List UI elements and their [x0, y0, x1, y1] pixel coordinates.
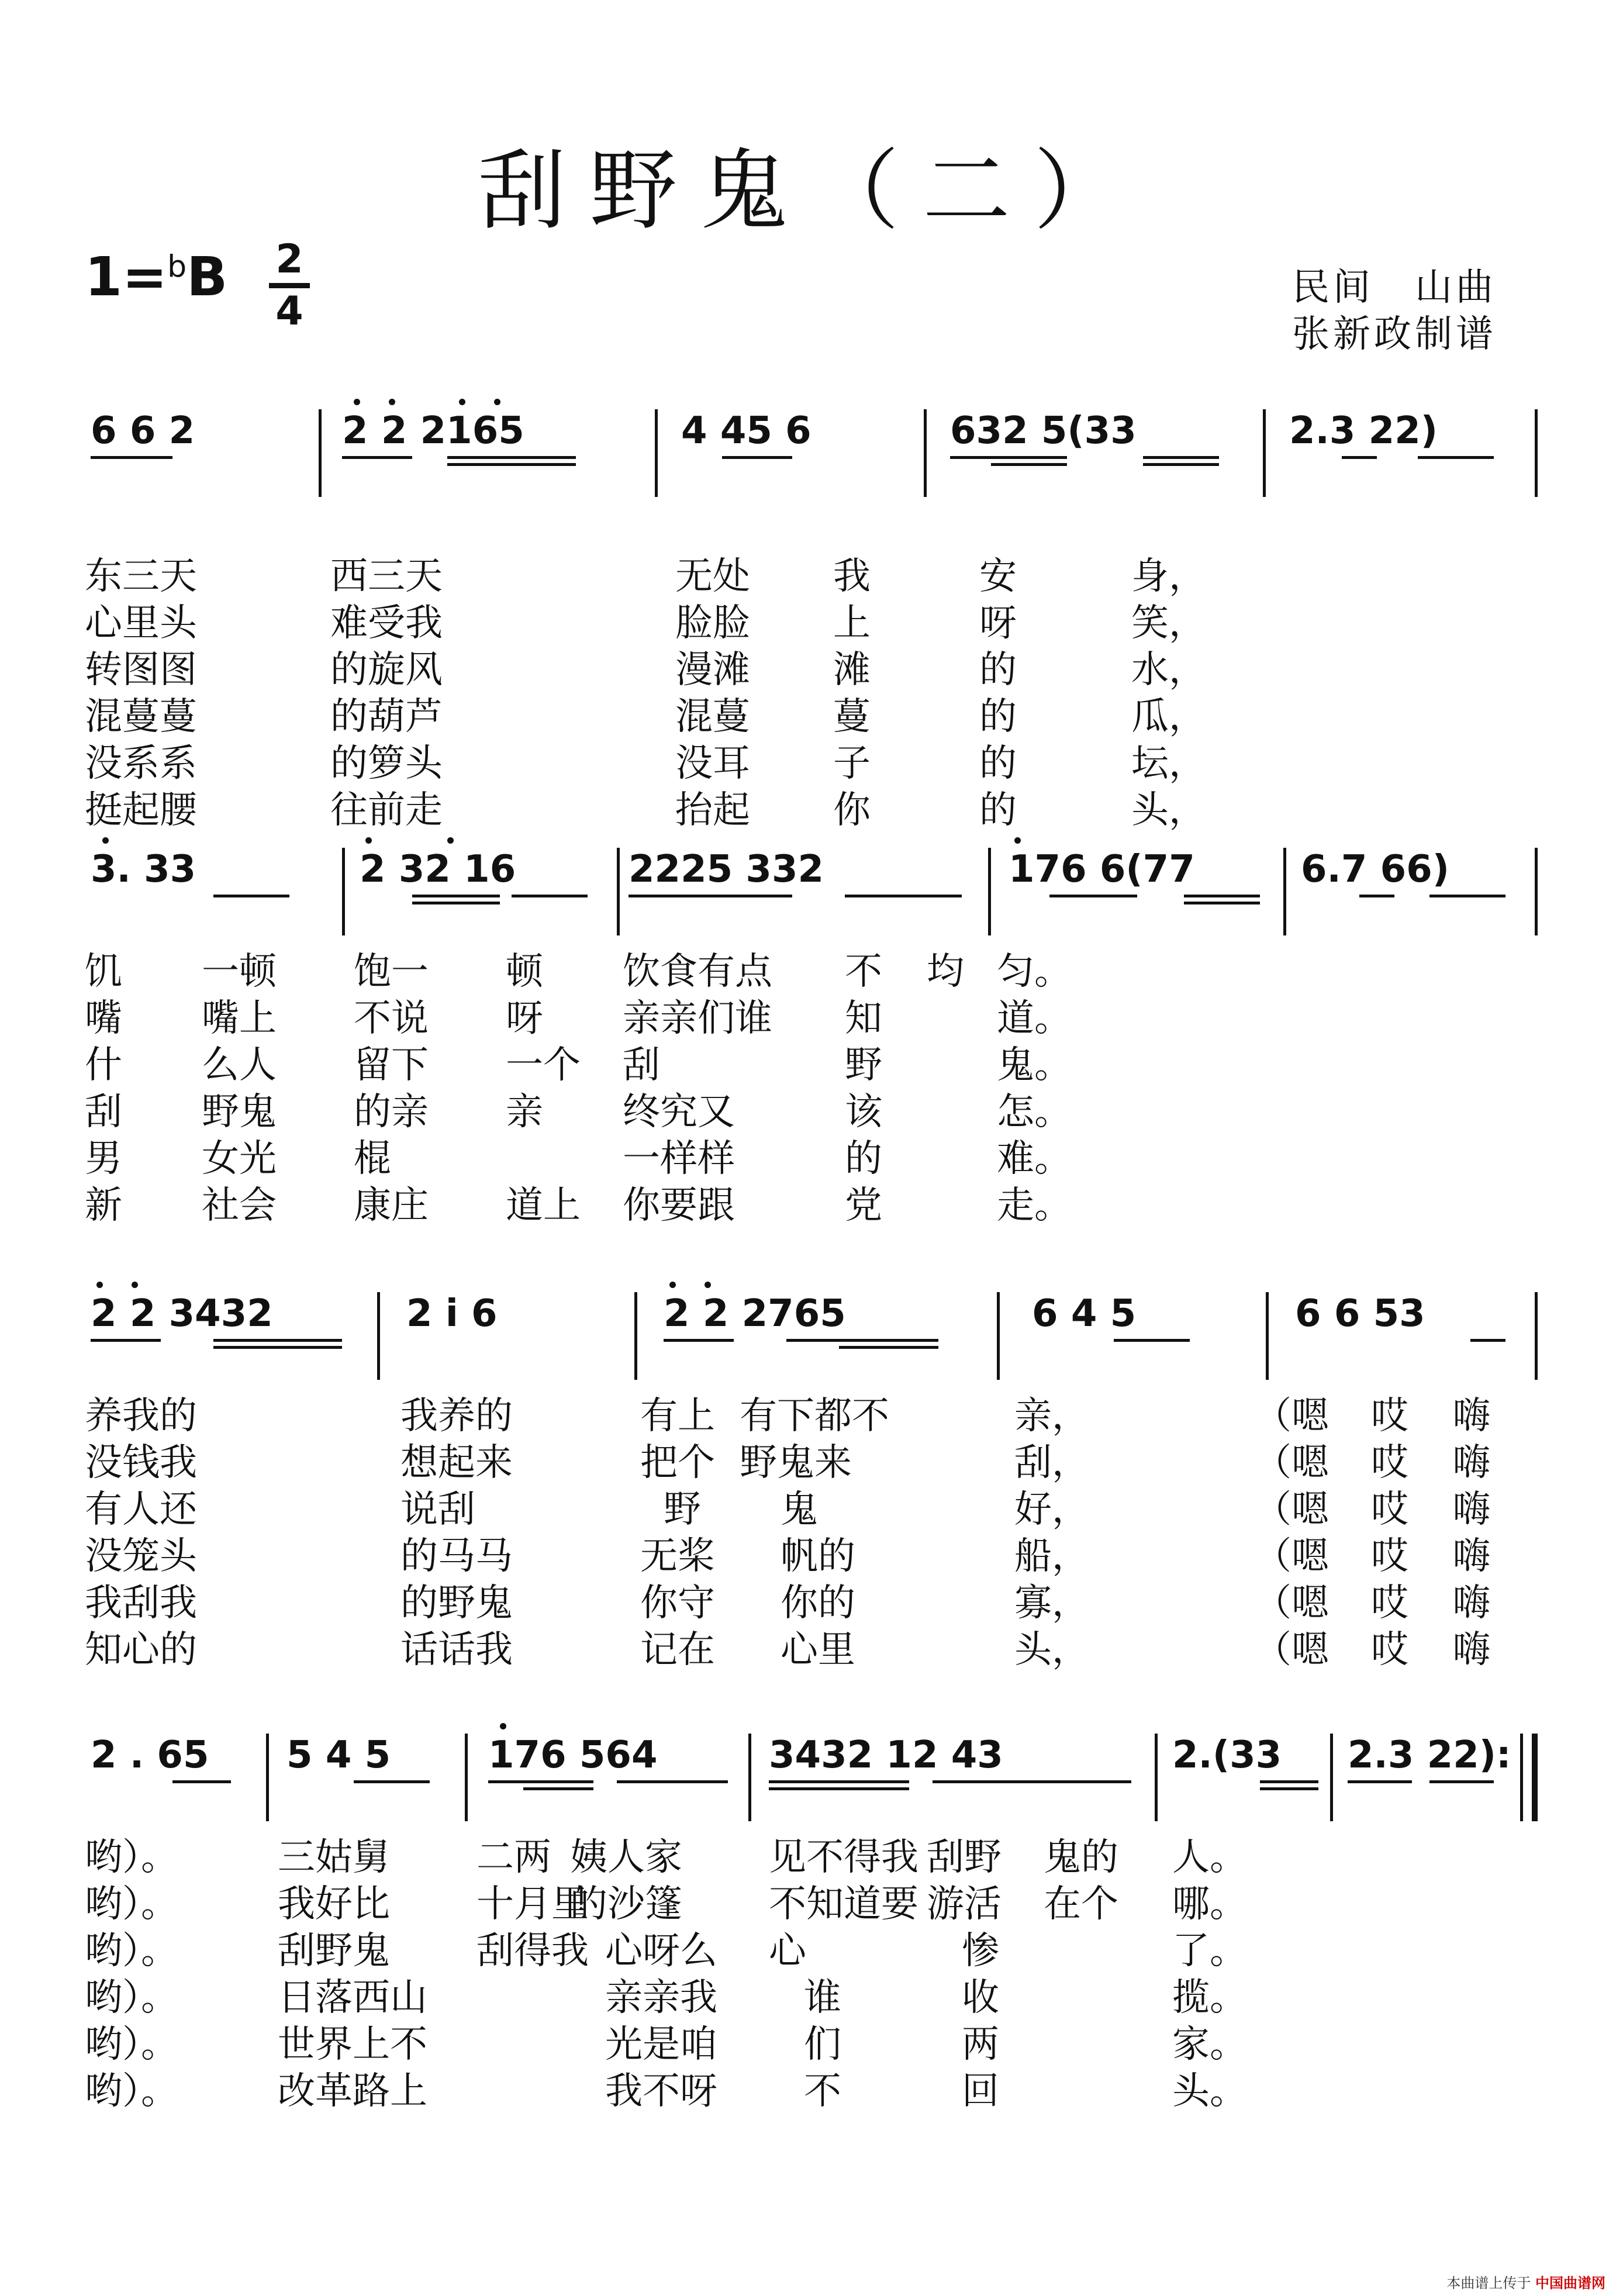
credit-genre: 民间 山曲 — [1292, 266, 1497, 309]
measure-3-notes: 2 2 2765 — [664, 1292, 846, 1335]
lyric-syllable: 揽。 — [1172, 1976, 1247, 2019]
lyric-syllable: 把个 — [640, 1441, 715, 1484]
lyric-syllable: 你守 — [640, 1582, 715, 1625]
lyric-syllable: 嗨 — [1453, 1394, 1490, 1438]
barline — [997, 1292, 1000, 1380]
time-signature: 2 4 — [269, 240, 310, 332]
beam-underline — [1143, 456, 1219, 459]
lyric-syllable: 没系系 — [85, 742, 197, 785]
lyric-syllable: 船， — [1014, 1535, 1089, 1578]
octave-dot — [102, 837, 109, 844]
octave-dot — [354, 399, 360, 405]
measure-3-notes: 4 45 6 — [681, 409, 811, 453]
lyric-syllable: 道。 — [997, 997, 1072, 1040]
lyric-syllable: 匀。 — [997, 950, 1072, 993]
lyric-syllable: 嗨 — [1453, 1488, 1490, 1531]
beam-underline — [617, 1780, 728, 1783]
beam-underline — [1348, 1780, 1412, 1783]
barline — [655, 409, 658, 497]
barline — [988, 848, 991, 935]
footer-text: 本曲谱上传于 — [1446, 2275, 1531, 2291]
lyric-syllable: 鬼。 — [997, 1044, 1072, 1087]
measure-1-notes: 2 2 3432 — [91, 1292, 273, 1335]
lyric-syllable: 滩 — [833, 648, 871, 692]
octave-dot — [389, 399, 395, 405]
lyric-syllable: 难。 — [997, 1137, 1072, 1180]
lyric-syllable: 不 — [804, 2070, 841, 2113]
lyric-syllable: 亲亲们谁 — [623, 997, 772, 1040]
lyric-syllable: 的 — [979, 695, 1017, 738]
barline — [465, 1734, 468, 1821]
beam-underline — [769, 1780, 909, 1783]
lyric-syllable: 一顿 — [202, 950, 277, 993]
lyric-syllable: （嗯 — [1254, 1582, 1329, 1625]
lyric-syllable: 你要跟 — [623, 1184, 735, 1227]
lyric-syllable: 的马马 — [400, 1535, 513, 1578]
beam-underline — [91, 456, 172, 459]
lyric-syllable: 什 — [85, 1044, 122, 1087]
lyric-syllable: 野 — [845, 1044, 882, 1087]
beam-underline — [1260, 1787, 1318, 1790]
measure-2-notes: 2 i 6 — [406, 1292, 498, 1335]
beam-underline — [1260, 1780, 1318, 1783]
lyric-syllable: 留下 — [354, 1044, 429, 1087]
lyric-syllable: 上 — [833, 602, 871, 645]
lyric-syllable: 知心的 — [85, 1628, 197, 1672]
lyric-syllable: 哎 — [1371, 1394, 1408, 1438]
lyric-syllable: 哟）。 — [85, 1976, 178, 2019]
lyric-syllable: 心里头 — [85, 602, 197, 645]
lyric-syllable: 了。 — [1172, 1929, 1247, 1973]
octave-dot — [132, 1282, 138, 1288]
barline — [319, 409, 322, 497]
lyric-syllable: 记在 — [640, 1628, 715, 1672]
measure-2-notes: 5 4 5 — [286, 1734, 391, 1777]
lyric-syllable: 好， — [1014, 1488, 1089, 1531]
lyric-syllable: 该 — [845, 1090, 882, 1134]
lyric-syllable: 坛， — [1131, 742, 1206, 785]
lyric-syllable: 混蔓 — [675, 695, 750, 738]
lyric-syllable: 饮食有点 — [623, 950, 772, 993]
barline — [1532, 1734, 1538, 1821]
beam-underline — [172, 1780, 231, 1783]
beam-underline — [213, 1339, 342, 1342]
lyric-syllable: 哟）。 — [85, 1929, 178, 1973]
beam-underline — [991, 463, 1067, 466]
lyric-syllable: 话话我 — [400, 1628, 513, 1672]
beam-underline — [447, 456, 576, 459]
lyric-syllable: 党 — [845, 1184, 882, 1227]
measure-1-notes: 6 6 2 — [91, 409, 195, 453]
lyric-syllable: 亲亲我 — [605, 1976, 717, 2019]
lyric-syllable: 亲， — [1014, 1394, 1089, 1438]
barline — [377, 1292, 380, 1380]
lyric-syllable: 刮 — [85, 1090, 122, 1134]
beam-underline — [342, 456, 412, 459]
barline — [266, 1734, 269, 1821]
beam-underline — [213, 895, 289, 897]
lyric-syllable: 漫滩 — [675, 648, 750, 692]
lyric-syllable: 蔓 — [833, 695, 871, 738]
lyric-syllable: 身， — [1131, 555, 1206, 598]
lyric-syllable: （嗯 — [1254, 1441, 1329, 1484]
lyric-syllable: 饱一 — [354, 950, 429, 993]
lyric-syllable: 哎 — [1371, 1441, 1408, 1484]
barline — [924, 409, 927, 497]
lyric-syllable: 没钱我 — [85, 1441, 197, 1484]
lyric-syllable: 我养的 — [400, 1394, 513, 1438]
beam-underline — [213, 1346, 342, 1349]
lyric-syllable: 的箩头 — [330, 742, 443, 785]
lyric-syllable: 康庄 — [354, 1184, 429, 1227]
lyric-syllable: 心 — [769, 1929, 806, 1973]
beam-underline — [1418, 456, 1494, 459]
octave-dot — [494, 399, 500, 405]
lyric-syllable: 棍 — [354, 1137, 391, 1180]
lyric-syllable: （嗯 — [1254, 1488, 1329, 1531]
credit-arranger: 张新政制谱 — [1292, 313, 1497, 356]
lyric-syllable: （嗯 — [1254, 1628, 1329, 1672]
lyric-syllable: 新 — [85, 1184, 122, 1227]
barline — [1283, 848, 1286, 935]
measure-1-notes: 3. 33 — [91, 848, 196, 891]
lyric-syllable: 西三天 — [330, 555, 443, 598]
barline — [748, 1734, 751, 1821]
lyric-syllable: 养我的 — [85, 1394, 197, 1438]
lyric-syllable: 的亲 — [354, 1090, 429, 1134]
measure-5-notes: 6 6 53 — [1295, 1292, 1425, 1335]
lyric-syllable: 我好比 — [278, 1883, 390, 1926]
beam-underline — [91, 1339, 161, 1342]
lyric-syllable: 心里 — [781, 1628, 855, 1672]
lyric-syllable: 一个 — [506, 1044, 581, 1087]
lyric-syllable: 的 — [979, 648, 1017, 692]
lyric-syllable: 有上 — [640, 1394, 715, 1438]
lyric-syllable: 刮野 — [927, 1836, 1002, 1879]
lyric-syllable: 知 — [845, 997, 882, 1040]
lyric-syllable: 东三天 — [85, 555, 197, 598]
barline — [1535, 1292, 1538, 1380]
lyric-syllable: 两 — [962, 2023, 999, 2066]
lyric-syllable: 呀 — [506, 997, 543, 1040]
octave-dot — [447, 837, 454, 844]
lyric-syllable: 哟）。 — [85, 1883, 178, 1926]
lyric-syllable: 社会 — [202, 1184, 277, 1227]
beam-underline — [933, 1780, 1131, 1783]
lyric-syllable: （嗯 — [1254, 1394, 1329, 1438]
octave-dot — [459, 399, 465, 405]
lyric-syllable: 难受我 — [330, 602, 443, 645]
beam-underline — [1470, 1339, 1505, 1342]
beam-underline — [1114, 1339, 1190, 1342]
lyric-syllable: 哎 — [1371, 1582, 1408, 1625]
lyric-syllable: 哎 — [1371, 1628, 1408, 1672]
lyric-syllable: 没笼头 — [85, 1535, 197, 1578]
lyric-syllable: 鬼的 — [1044, 1836, 1118, 1879]
lyric-syllable: 走。 — [997, 1184, 1072, 1227]
key-signature: 1=$^b$B — [85, 246, 228, 308]
lyric-syllable: 没耳 — [675, 742, 750, 785]
lyric-syllable: 心呀么 — [605, 1929, 717, 1973]
lyric-syllable: 均 — [927, 950, 964, 993]
lyric-syllable: 的葫芦 — [330, 695, 443, 738]
staff — [85, 1292, 1538, 1380]
lyric-syllable: 刮， — [1014, 1441, 1089, 1484]
lyric-syllable: 脸脸 — [675, 602, 750, 645]
lyric-syllable: 收 — [962, 1976, 999, 2019]
octave-dot — [365, 837, 372, 844]
measure-4-notes: 632 5(33 — [950, 409, 1137, 453]
lyric-syllable: 男 — [85, 1137, 122, 1180]
beam-underline — [1429, 1780, 1494, 1783]
measure-4-notes: 176 6(77 — [1009, 848, 1195, 891]
lyric-syllable: 头， — [1014, 1628, 1089, 1672]
beam-underline — [1429, 895, 1505, 897]
lyric-syllable: 哎 — [1371, 1488, 1408, 1531]
lyric-syllable: 的 — [979, 742, 1017, 785]
octave-dot — [705, 1282, 711, 1288]
lyric-syllable: 不 — [845, 950, 882, 993]
lyric-syllable: 游活 — [927, 1883, 1002, 1926]
lyric-syllable: 刮 — [623, 1044, 660, 1087]
octave-dot — [669, 1282, 676, 1288]
lyric-syllable: 惨 — [962, 1929, 999, 1973]
lyric-syllable: 你 — [833, 789, 871, 832]
lyric-syllable: 哟）。 — [85, 1836, 178, 1879]
footer-site-logo[interactable]: 中国曲谱网 — [1535, 2275, 1605, 2291]
score-title: 刮野鬼（二） — [478, 140, 1145, 242]
lyric-syllable: 头， — [1131, 789, 1206, 832]
beam-underline — [1143, 463, 1219, 466]
lyric-syllable: 鬼 — [781, 1488, 818, 1531]
lyric-syllable: 回 — [962, 2070, 999, 2113]
lyric-syllable: 野鬼来 — [740, 1441, 852, 1484]
lyric-syllable: 刮野鬼 — [278, 1929, 390, 1973]
beam-underline — [488, 1780, 593, 1783]
lyric-syllable: 水， — [1131, 648, 1206, 692]
lyric-syllable: 的沙篷 — [570, 1883, 682, 1926]
lyric-syllable: 终究又 — [623, 1090, 735, 1134]
octave-dot — [96, 1282, 103, 1288]
lyric-syllable: 寡， — [1014, 1582, 1089, 1625]
lyric-syllable: 往前走 — [330, 789, 443, 832]
lyric-syllable: 安 — [979, 555, 1017, 598]
staff — [85, 848, 1538, 935]
beam-underline — [512, 895, 588, 897]
lyric-syllable: 帆的 — [781, 1535, 855, 1578]
beam-underline — [1342, 456, 1377, 459]
barline — [1330, 1734, 1333, 1821]
lyric-syllable: 挺起腰 — [85, 789, 197, 832]
beam-underline — [354, 1780, 430, 1783]
measure-5-notes: 2.3 22) — [1289, 409, 1438, 453]
barline — [634, 1292, 637, 1380]
staff — [85, 1734, 1538, 1821]
lyric-syllable: （嗯 — [1254, 1535, 1329, 1578]
lyric-syllable: 转图图 — [85, 648, 197, 692]
lyric-syllable: 们 — [804, 2023, 841, 2066]
lyric-syllable: 女光 — [202, 1137, 277, 1180]
lyric-syllable: 人。 — [1172, 1836, 1247, 1879]
lyric-syllable: 无处 — [675, 555, 750, 598]
lyric-syllable: 十月里 — [476, 1883, 589, 1926]
measure-2-notes: 2 32 16 — [360, 848, 516, 891]
lyric-syllable: 三姑舅 — [278, 1836, 390, 1879]
lyric-syllable: 你的 — [781, 1582, 855, 1625]
lyric-syllable: 怎。 — [997, 1090, 1072, 1134]
beam-underline — [412, 902, 500, 904]
lyric-syllable: 头。 — [1172, 2070, 1247, 2113]
lyric-syllable: 我 — [833, 555, 871, 598]
beam-underline — [629, 895, 792, 897]
lyric-syllable: 不知道要 — [769, 1883, 918, 1926]
barline — [1266, 1292, 1269, 1380]
lyric-syllable: 嘴上 — [202, 997, 277, 1040]
barline — [1263, 409, 1266, 497]
beam-underline — [1184, 895, 1260, 897]
lyric-syllable: 嗨 — [1453, 1582, 1490, 1625]
barline — [342, 848, 345, 935]
lyric-syllable: 的 — [979, 789, 1017, 832]
lyric-syllable: 说刮 — [400, 1488, 475, 1531]
lyric-syllable: 一样样 — [623, 1137, 735, 1180]
lyric-syllable: 亲 — [506, 1090, 543, 1134]
lyric-syllable: 见不得我 — [769, 1836, 918, 1879]
measure-6-notes: 2.3 22): — [1348, 1734, 1511, 1777]
measure-2-notes: 2 2 2165 — [342, 409, 524, 453]
lyric-syllable: 我不呀 — [605, 2070, 717, 2113]
lyric-syllable: 哟）。 — [85, 2023, 178, 2066]
lyric-syllable: 在个 — [1044, 1883, 1118, 1926]
beam-underline — [722, 456, 792, 459]
lyric-syllable: 有人还 — [85, 1488, 197, 1531]
lyric-syllable: 无桨 — [640, 1535, 715, 1578]
barline — [1520, 1734, 1523, 1821]
beam-underline — [664, 1339, 734, 1342]
lyric-syllable: 嗨 — [1453, 1535, 1490, 1578]
lyric-syllable: 呀 — [979, 602, 1017, 645]
octave-dot — [500, 1723, 506, 1729]
lyric-syllable: 道上 — [506, 1184, 581, 1227]
staff — [85, 409, 1538, 497]
barline — [617, 848, 620, 935]
lyric-syllable: 哪。 — [1172, 1883, 1247, 1926]
lyric-syllable: 野鬼 — [202, 1090, 277, 1134]
lyric-syllable: 世界上不 — [278, 2023, 427, 2066]
beam-underline — [1049, 895, 1137, 897]
footer-credit — [1446, 2271, 1605, 2292]
lyric-syllable: 笑， — [1131, 602, 1206, 645]
lyric-syllable: 改革路上 — [278, 2070, 427, 2113]
beam-underline — [769, 1787, 909, 1790]
barline — [1535, 848, 1538, 935]
lyric-syllable: 抬起 — [675, 789, 750, 832]
lyric-syllable: 姨人家 — [570, 1836, 682, 1879]
beam-underline — [447, 463, 576, 466]
beam-underline — [523, 1787, 593, 1790]
lyric-syllable: 顿 — [506, 950, 543, 993]
beam-underline — [1184, 902, 1260, 904]
lyric-syllable: 的野鬼 — [400, 1582, 513, 1625]
beam-underline — [950, 456, 1067, 459]
measure-5-notes: 2.(33 — [1172, 1734, 1282, 1777]
lyric-syllable: 混蔓蔓 — [85, 695, 197, 738]
lyric-syllable: 嗨 — [1453, 1441, 1490, 1484]
beam-underline — [1359, 895, 1394, 897]
measure-4-notes: 6 4 5 — [1032, 1292, 1137, 1335]
barline — [1535, 409, 1538, 497]
measure-1-notes: 2 . 65 — [91, 1734, 209, 1777]
lyric-syllable: 我刮我 — [85, 1582, 197, 1625]
lyric-syllable: 日落西山 — [278, 1976, 427, 2019]
octave-dot — [1014, 837, 1021, 844]
lyric-syllable: 光是咱 — [605, 2023, 717, 2066]
lyric-syllable: 想起来 — [400, 1441, 513, 1484]
lyric-syllable: 哎 — [1371, 1535, 1408, 1578]
beam-underline — [839, 1346, 938, 1349]
lyric-syllable: 饥 — [85, 950, 122, 993]
lyric-syllable: 家。 — [1172, 2023, 1247, 2066]
barline — [1155, 1734, 1158, 1821]
beam-underline — [845, 895, 962, 897]
measure-5-notes: 6.7 66) — [1301, 848, 1449, 891]
lyric-syllable: 的旋风 — [330, 648, 443, 692]
lyric-syllable: 野 — [664, 1488, 701, 1531]
lyric-syllable: 么人 — [202, 1044, 277, 1087]
lyric-syllable: 嗨 — [1453, 1628, 1490, 1672]
lyric-syllable: 刮得我 — [476, 1929, 589, 1973]
lyric-syllable: 谁 — [804, 1976, 841, 2019]
beam-underline — [786, 1339, 938, 1342]
measure-3-notes: 2225 332 — [629, 848, 824, 891]
measure-4-notes: 3432 12 43 — [769, 1734, 1003, 1777]
lyric-syllable: 子 — [833, 742, 871, 785]
lyric-syllable: 瓜， — [1131, 695, 1206, 738]
lyric-syllable: 不说 — [354, 997, 429, 1040]
lyric-syllable: 有下都不 — [740, 1394, 889, 1438]
measure-3-notes: 176 564 — [488, 1734, 658, 1777]
lyric-syllable: 嘴 — [85, 997, 122, 1040]
lyric-syllable: 哟）。 — [85, 2070, 178, 2113]
lyric-syllable: 二两 — [476, 1836, 551, 1879]
lyric-syllable: 的 — [845, 1137, 882, 1180]
beam-underline — [412, 895, 500, 897]
